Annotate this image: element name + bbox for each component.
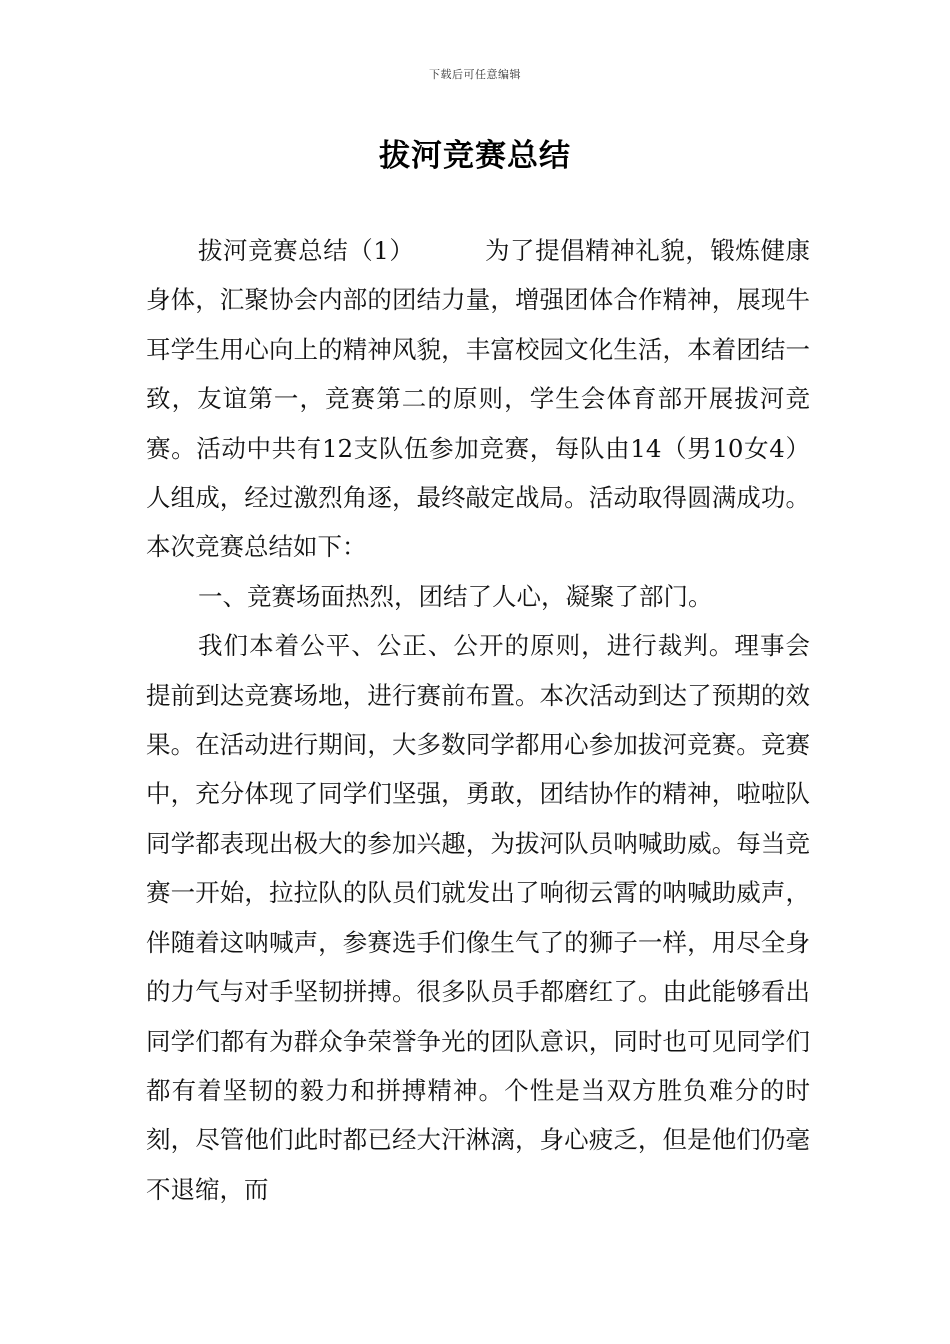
- intro-text: 为了提倡精神礼貌，锻炼健康身体，汇聚协会内部的团结力量，增强团体合作精神，展现牛耳学生用心向上的精神风貌，丰富校园文化生活，本着团结一致，友谊第一，竞赛第二的原则，学生会体育部开展拔河竞赛。活动中共有12支队伍参加竞赛，每队由14（男10女4）人组成，经过激烈角逐，最终敲定战局。活动取得圆满成功。本次竞赛总结如下：: [146, 236, 811, 562]
- document-body: [146, 226, 810, 1214]
- intro-paragraph: [146, 226, 810, 572]
- section-paragraph: 我们本着公平、公正、公开的原则，进行裁判。理事会提前到达竞赛场地，进行赛前布置。本次活动到达了预期的效果。在活动进行期间，大多数同学都用心参加拔河竞赛。竞赛中，充分体现了同学们坚强，勇敢，团结协作的精神，啦啦队同学都表现出极大的参加兴趣，为拔河队员呐喊助威。每当竞赛一开始，拉拉队的队员们就发出了响彻云霄的呐喊助威声，伴随着这呐喊声，参赛选手们像生气了的狮子一样，用尽全身的力气与对手坚韧拼搏。很多队员手都磨红了。由此能够看出同学们都有为群众争荣誉争光的团队意识，同时也可见同学们都有着坚韧的毅力和拼搏精神。个性是当双方胜负难分的时刻，尽管他们此时都已经大汗淋漓，身心疲乏，但是他们仍毫不退缩，而: [146, 631, 810, 1204]
- section-heading: 一、竞赛场面热烈，团结了人心，凝聚了部门。: [198, 581, 713, 611]
- intro-label: 拔河竞赛总结（1）: [198, 236, 415, 265]
- document-title: 拔河竞赛总结: [379, 138, 571, 174]
- header-note: 下载后可任意编辑: [429, 68, 521, 81]
